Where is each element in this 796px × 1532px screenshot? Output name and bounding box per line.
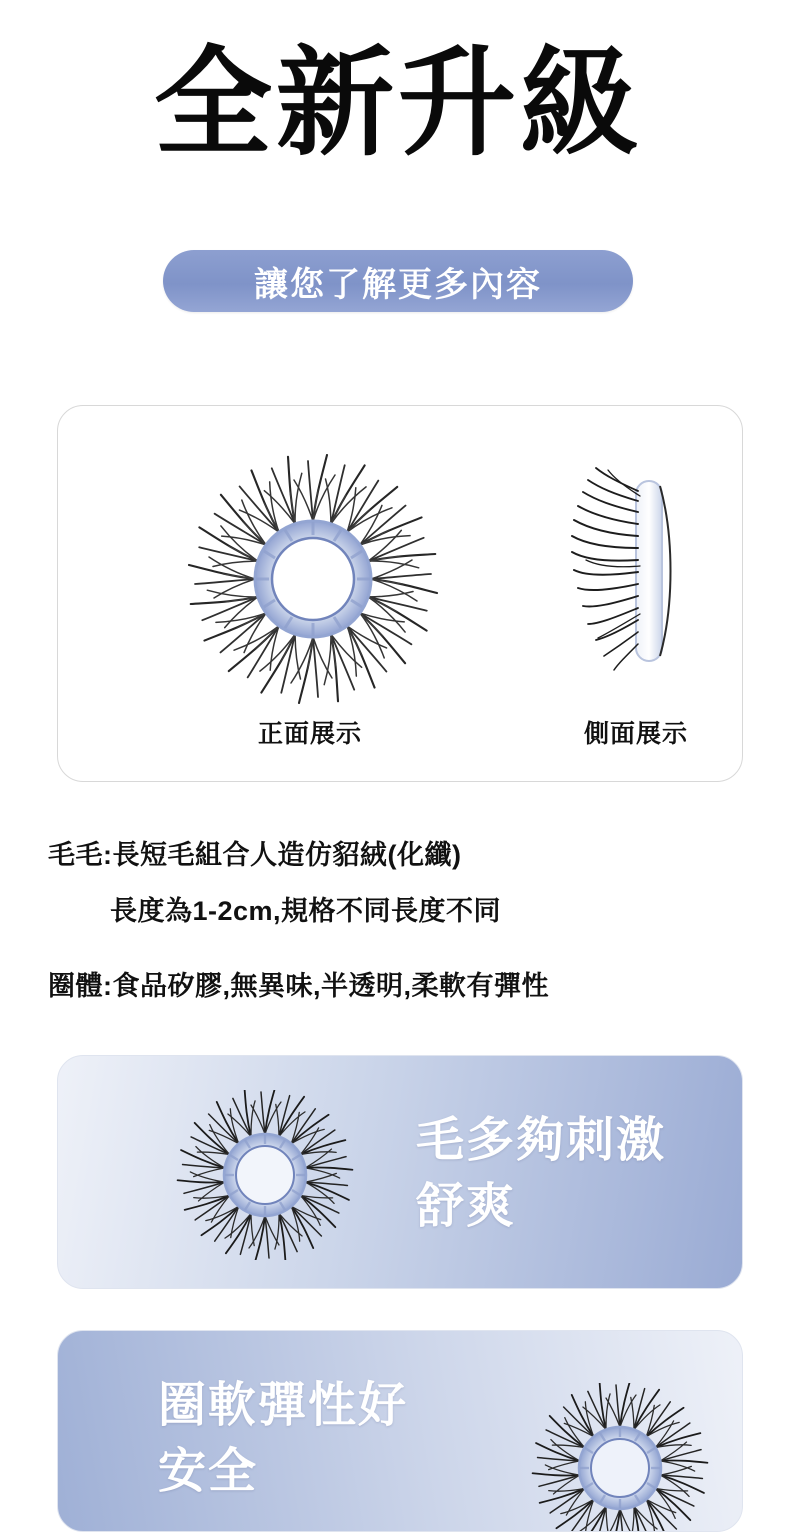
subtitle-pill-container <box>0 250 796 312</box>
lash-ring-front-icon <box>158 1090 373 1260</box>
page-title: 全新升級 <box>153 34 642 172</box>
spec-line-ring: 圈體:食品矽膠,無異味,半透明,柔軟有彈性 <box>48 971 549 1001</box>
feature-banner-1 <box>57 1055 743 1289</box>
feature-banner-1-line2: 舒爽 <box>416 1180 517 1233</box>
front-view-caption: 正面展示 <box>257 720 362 748</box>
lash-ring-front-icon <box>158 454 468 704</box>
showcase-card <box>57 405 743 782</box>
feature-banner-2-line2: 安全 <box>158 1445 259 1498</box>
feature-banner-1-text <box>416 1108 736 1240</box>
subtitle-pill: 讓您了解更多內容 <box>163 250 633 312</box>
feature-banner-2 <box>57 1330 743 1532</box>
spec-line-material: 毛毛:長短毛組合人造仿貂絨(化纖) <box>48 840 462 870</box>
feature-banner-2-line1: 圈軟彈性好 <box>158 1379 409 1432</box>
lash-ring-side-icon <box>528 446 738 696</box>
lash-ring-front-icon <box>513 1383 728 1532</box>
feature-banner-2-text <box>158 1373 498 1505</box>
spec-line-length: 長度為1-2cm,規格不同長度不同 <box>110 896 502 926</box>
side-view-caption: 側面展示 <box>583 720 688 748</box>
feature-banner-1-line1: 毛多夠刺激 <box>416 1114 667 1167</box>
